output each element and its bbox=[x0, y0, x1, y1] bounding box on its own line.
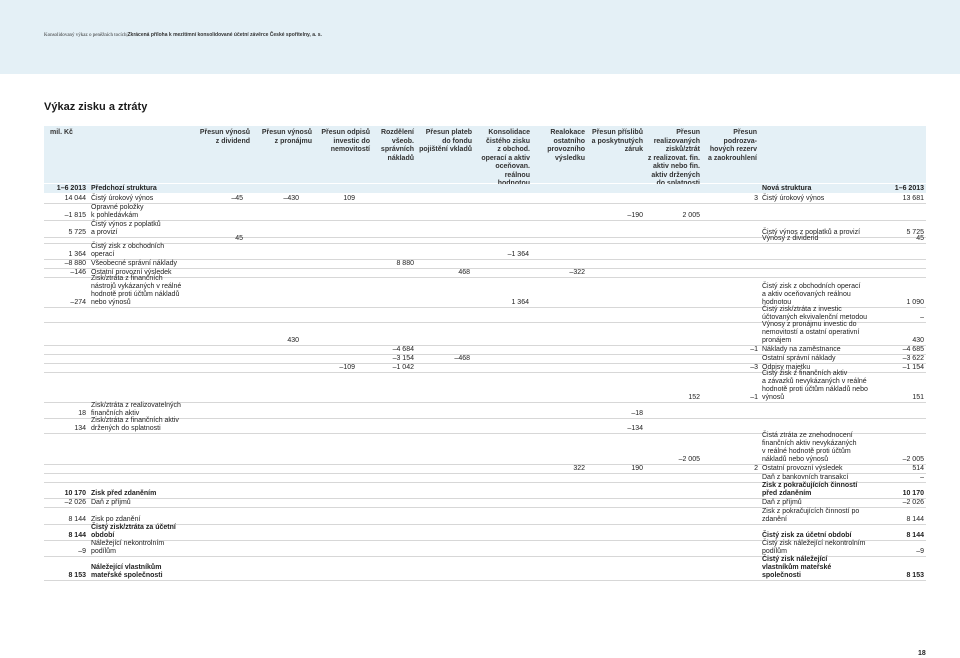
new-value: 8 144 bbox=[906, 516, 924, 523]
adjustment-v10: 3 bbox=[754, 195, 758, 202]
adjustment-v1: 45 bbox=[235, 235, 243, 242]
old-label: Čistý výnos z poplatků a provizí bbox=[91, 221, 161, 236]
new-label: Ostatní provozní výsledek bbox=[762, 465, 843, 472]
col-header-dividends: Přesun výnosů z dividend bbox=[199, 129, 250, 145]
new-value: 10 170 bbox=[902, 490, 924, 497]
old-value: 8 153 bbox=[68, 572, 86, 579]
adjustment-v4: –1 042 bbox=[392, 364, 414, 371]
new-value: – bbox=[920, 474, 924, 481]
old-label: Zisk/ztráta z realizovatelných finančních aktiv bbox=[91, 402, 181, 417]
old-value: 14 044 bbox=[64, 195, 86, 202]
adjustment-v10: 2 bbox=[754, 465, 758, 472]
table-row bbox=[44, 556, 926, 581]
new-value: –2 005 bbox=[902, 456, 924, 463]
col-header-provisions: Přesun podrozva- hových rezerv a zaokrouhlení bbox=[707, 129, 757, 162]
adjustment-v9: 2 005 bbox=[682, 212, 700, 219]
adjustment-v9: –2 005 bbox=[678, 456, 700, 463]
new-value: 1 090 bbox=[906, 299, 924, 306]
col-header-admin-costs: Rozdělení všeob. správních nákladů bbox=[380, 129, 414, 162]
old-value: –274 bbox=[70, 299, 86, 306]
old-label: Náležející vlastníkům mateřské společnosti bbox=[91, 564, 163, 579]
col-header-other-operating: Realokace ostatního provozního výsledku bbox=[547, 129, 585, 162]
adjustment-v8: –190 bbox=[627, 212, 643, 219]
new-value: 514 bbox=[912, 465, 924, 472]
col-header-trading-profit: Konsolidace čistého zisku z obchod. operací a aktiv oceňovan. reálnou bbox=[481, 129, 530, 179]
old-label: Zisk/ztráta z finančních aktiv držených do splatnosti bbox=[91, 417, 179, 432]
adjustment-v4: 8 880 bbox=[396, 260, 414, 267]
breadcrumb[interactable] bbox=[44, 32, 322, 38]
adjustment-v10: –3 bbox=[750, 364, 758, 371]
new-label: Čistý zisk náležející nekontrolním podílům bbox=[762, 540, 866, 555]
old-label: Zisk/ztráta z finančních nástrojů vykázaných v reálné hodnotě proti účtům nákladů nebo výnosů bbox=[91, 275, 182, 306]
table-row bbox=[44, 277, 926, 308]
old-value: 8 144 bbox=[68, 532, 86, 539]
col-header-guarantees: Přesun příslibů a poskytnutých záruk bbox=[591, 129, 643, 153]
adjustment-v1: –45 bbox=[231, 195, 243, 202]
table-row bbox=[44, 507, 926, 525]
old-value: –9 bbox=[78, 548, 86, 555]
old-value: 1 364 bbox=[68, 251, 86, 258]
adjustment-v8: 190 bbox=[631, 465, 643, 472]
new-label: Zisk z pokračujících činností před zdaněním bbox=[762, 482, 858, 497]
old-label: Daň z příjmů bbox=[91, 499, 131, 506]
old-value: 8 144 bbox=[68, 516, 86, 523]
new-label: Čistý zisk z finančních aktiv a závazků nevykázaných v reálné hodnotě proti účtům nákladů nebo výnosů bbox=[762, 370, 868, 401]
right-period: 1–6 2013 bbox=[894, 185, 924, 192]
adjustment-v5: –468 bbox=[454, 355, 470, 362]
table-row bbox=[44, 540, 926, 557]
old-value: –8 880 bbox=[64, 260, 86, 267]
page-title: Výkaz zisku a ztráty bbox=[44, 101, 148, 113]
new-value: –2 026 bbox=[902, 499, 924, 506]
old-label: Čistý úrokový výnos bbox=[91, 195, 154, 202]
old-value: –146 bbox=[70, 269, 86, 276]
old-label: Zisk před zdaněním bbox=[91, 490, 157, 497]
breadcrumb-separator: | bbox=[126, 33, 128, 38]
adjustment-v3: 109 bbox=[343, 195, 355, 202]
new-label: Daň z příjmů bbox=[762, 499, 802, 506]
adjustment-v2: 430 bbox=[287, 337, 299, 344]
table-row bbox=[44, 524, 926, 541]
unit-header: mil. Kč bbox=[50, 129, 73, 136]
old-value: 5 725 bbox=[68, 229, 86, 236]
new-label: Čistý zisk/ztráta z investic účtovaných ekvivalenční metodou bbox=[762, 306, 868, 321]
adjustment-v8: –134 bbox=[627, 425, 643, 432]
new-label: Odpisy majetku bbox=[762, 364, 811, 371]
table-row bbox=[44, 372, 926, 403]
new-label: Ostatní správní náklady bbox=[762, 355, 836, 362]
adjustment-v2: –430 bbox=[283, 195, 299, 202]
adjustment-v4: –4 684 bbox=[392, 346, 414, 353]
old-label: Čistý zisk z obchodních operací bbox=[91, 243, 165, 258]
adjustment-v7: 322 bbox=[573, 465, 585, 472]
adjustment-v9: 152 bbox=[688, 394, 700, 401]
new-label: Čistý úrokový výnos bbox=[762, 195, 825, 202]
old-label: Ostatní provozní výsledek bbox=[91, 269, 172, 276]
adjustment-v6: –1 364 bbox=[507, 251, 529, 258]
col-header-rent: Přesun výnosů z pronájmu bbox=[261, 129, 312, 145]
column-header-band bbox=[44, 126, 926, 183]
adjustment-v3: –109 bbox=[339, 364, 355, 371]
new-value: – bbox=[920, 314, 924, 321]
old-label: Opravné položky k pohledávkám bbox=[91, 204, 144, 219]
adjustment-v8: –18 bbox=[631, 410, 643, 417]
right-structure-label: Nová struktura bbox=[762, 185, 812, 192]
new-label: Čistá ztráta ze znehodnocení finančních aktiv nevykázaných v reálné hodnotě proti účtům nákladů nebo výnosů bbox=[762, 432, 857, 463]
new-value: 45 bbox=[916, 235, 924, 242]
old-value: –1 815 bbox=[64, 212, 86, 219]
new-value: –9 bbox=[916, 548, 924, 555]
page-number: 18 bbox=[918, 650, 926, 657]
breadcrumb-current[interactable]: Zkrácená příloha k mezitímní konsolidované účetní závěrce České spořitelny, a. s. bbox=[127, 32, 322, 38]
old-value: –2 026 bbox=[64, 499, 86, 506]
new-value: 8 144 bbox=[906, 532, 924, 539]
new-value: 151 bbox=[912, 394, 924, 401]
old-value: 18 bbox=[78, 410, 86, 417]
adjustment-v7: –322 bbox=[569, 269, 585, 276]
new-label: Výnosy z dividend bbox=[762, 235, 819, 242]
old-value: 134 bbox=[74, 425, 86, 432]
old-label: Všeobecné správní náklady bbox=[91, 260, 177, 267]
new-label: Daň z bankovních transakcí bbox=[762, 474, 849, 481]
col-header-realized-gains: Přesun realizovaných zisků/ztrát z realizovat. fin. aktiv nebo fin. aktiv držených bbox=[647, 129, 700, 179]
adjustment-v10: –1 bbox=[750, 394, 758, 401]
col-header-depreciation: Přesun odpisů investic do nemovitostí bbox=[321, 129, 370, 153]
old-label: Náležející nekontrolním podílům bbox=[91, 540, 165, 555]
structure-header-row bbox=[44, 184, 926, 193]
new-label: Zisk z pokračujících činností po zdanění bbox=[762, 508, 860, 523]
adjustment-v4: –3 154 bbox=[392, 355, 414, 362]
table-row bbox=[44, 433, 926, 465]
new-label: Náklady na zaměstnance bbox=[762, 346, 841, 353]
old-label: Zisk po zdanění bbox=[91, 516, 141, 523]
breadcrumb-prefix[interactable]: Konsolidovaný výkaz o peněžních tocích bbox=[44, 33, 127, 38]
adjustment-v10: –1 bbox=[750, 346, 758, 353]
new-value: 13 681 bbox=[902, 195, 924, 202]
old-label: Čistý zisk/ztráta za účetní období bbox=[91, 524, 176, 539]
new-label: Čistý zisk z obchodních operací a aktiv oceňovaných reálnou hodnotou bbox=[762, 283, 861, 306]
new-value: –3 622 bbox=[902, 355, 924, 362]
table-row bbox=[44, 203, 926, 221]
new-label: Čistý zisk náležející vlastníkům mateřské společnosti bbox=[762, 556, 832, 579]
new-value: 8 153 bbox=[906, 572, 924, 579]
new-value: –4 685 bbox=[902, 346, 924, 353]
adjustment-v6: 1 364 bbox=[511, 299, 529, 306]
adjustment-v5: 468 bbox=[458, 269, 470, 276]
table-row bbox=[44, 322, 926, 346]
left-structure-label: Předchozí struktura bbox=[91, 185, 157, 192]
old-value: 10 170 bbox=[64, 490, 86, 497]
new-label: Čistý zisk za účetní období bbox=[762, 532, 852, 539]
new-value: –1 154 bbox=[902, 364, 924, 371]
new-value: 5 725 bbox=[906, 229, 924, 236]
new-label: Výnosy z pronájmu investic do nemovitostí a ostatní operativní pronájem bbox=[762, 321, 860, 344]
col-header-deposit-insurance: Přesun plateb do fondu pojištění vkladů bbox=[419, 129, 472, 153]
left-period: 1–6 2013 bbox=[56, 185, 86, 192]
new-value: 430 bbox=[912, 337, 924, 344]
table-row bbox=[44, 243, 926, 260]
new-label: Čistý výnos z poplatků a provizí bbox=[762, 229, 861, 236]
table-row bbox=[44, 482, 926, 499]
